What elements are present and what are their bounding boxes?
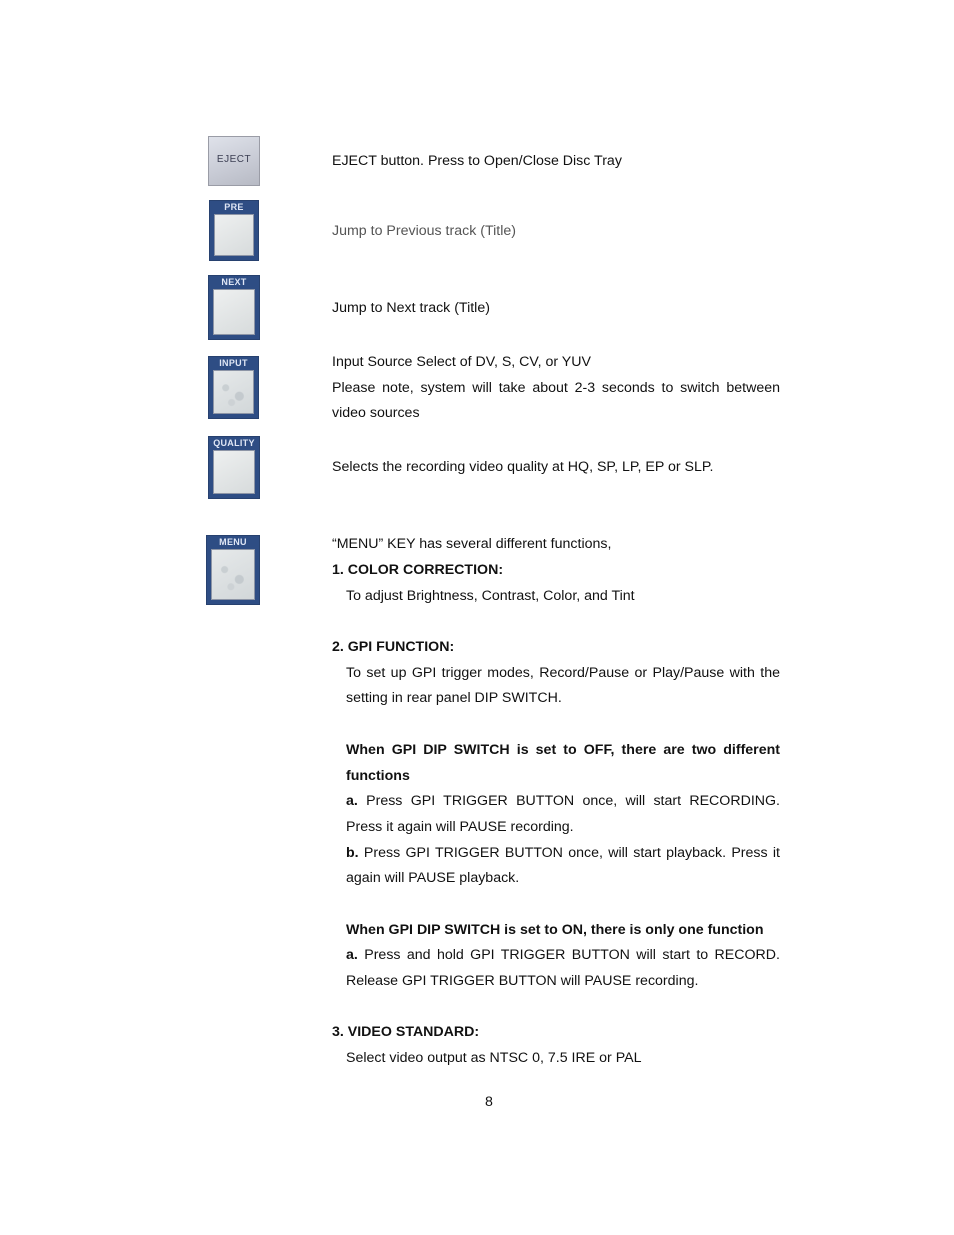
video-standard-heading: 3. VIDEO STANDARD: xyxy=(332,1024,480,1040)
gpi-function-text-line1: To set up GPI trigger modes, Record/Pause or Play/Pause with the xyxy=(346,665,780,681)
menu-description: “MENU” KEY has several different functions, xyxy=(332,536,612,552)
input-note-line2: video sources xyxy=(332,405,420,421)
gpi-off-item-a-marker: a. xyxy=(346,793,358,809)
eject-button-image xyxy=(208,136,260,186)
quality-button-label: QUALITY xyxy=(213,438,255,448)
next-description: Jump to Next track (Title) xyxy=(332,300,490,316)
input-button-label: INPUT xyxy=(219,358,248,368)
gpi-off-item-b-line2: again will PAUSE playback. xyxy=(346,870,520,886)
quality-button-face xyxy=(213,450,255,494)
gpi-off-heading-line2: functions xyxy=(346,768,410,784)
page-number: 8 xyxy=(485,1094,493,1110)
next-button-image xyxy=(208,275,260,340)
gpi-off-item-a-text: Press GPI TRIGGER BUTTON once, will start RECORDING. xyxy=(357,793,780,809)
input-button-face xyxy=(213,370,254,414)
gpi-on-item-a-text: Press and hold GPI TRIGGER BUTTON will start to RECORD. xyxy=(357,947,780,963)
menu-button-face xyxy=(211,549,255,600)
gpi-off-item-a-line1 xyxy=(346,792,780,810)
next-button-label: NEXT xyxy=(221,277,247,287)
gpi-function-heading: 2. GPI FUNCTION: xyxy=(332,639,455,655)
color-correction-heading: 1. COLOR CORRECTION: xyxy=(332,562,504,578)
input-note-line1: Please note, system will take about 2-3 seconds to switch between xyxy=(332,380,780,396)
eject-description: EJECT button. Press to Open/Close Disc Tray xyxy=(332,153,622,169)
color-correction-text: To adjust Brightness, Contrast, Color, and Tint xyxy=(346,588,635,604)
gpi-on-item-a-marker: a. xyxy=(346,947,358,963)
gpi-off-item-b-line1 xyxy=(346,844,780,862)
menu-button-image xyxy=(206,535,260,605)
pre-button-face xyxy=(214,214,254,256)
next-button-face xyxy=(213,289,255,335)
gpi-off-item-a-line2: Press it again will PAUSE recording. xyxy=(346,819,574,835)
gpi-on-item-a-line2: Release GPI TRIGGER BUTTON will PAUSE recording. xyxy=(346,973,699,989)
pre-button-image xyxy=(209,200,259,261)
menu-button-label: MENU xyxy=(219,537,247,547)
gpi-function-text-line2: setting in rear panel DIP SWITCH. xyxy=(346,690,562,706)
pre-description: Jump to Previous track (Title) xyxy=(332,223,516,239)
gpi-off-heading-line1: When GPI DIP SWITCH is set to OFF, there are two different xyxy=(346,742,780,758)
input-button-image xyxy=(208,356,259,419)
gpi-off-item-b-text: Press GPI TRIGGER BUTTON once, will start playback. Press it xyxy=(358,845,780,861)
video-standard-text: Select video output as NTSC 0, 7.5 IRE or PAL xyxy=(346,1050,642,1066)
gpi-on-heading: When GPI DIP SWITCH is set to ON, there is only one function xyxy=(346,922,764,938)
gpi-on-item-a-line1 xyxy=(346,946,780,964)
input-description: Input Source Select of DV, S, CV, or YUV xyxy=(332,354,591,370)
pre-button-label: PRE xyxy=(224,202,244,212)
quality-button-image xyxy=(208,436,260,499)
quality-description: Selects the recording video quality at HQ, SP, LP, EP or SLP. xyxy=(332,459,714,475)
eject-button-label: EJECT xyxy=(216,154,252,165)
gpi-off-item-b-marker: b. xyxy=(346,845,359,861)
